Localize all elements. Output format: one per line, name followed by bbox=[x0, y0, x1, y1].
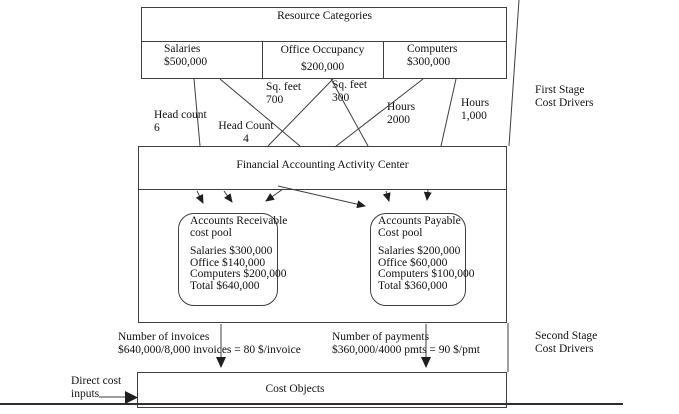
computers-cell bbox=[407, 43, 457, 68]
line-right-connector-top bbox=[509, 0, 519, 146]
activity-center-title: Financial Accounting Activity Center bbox=[236, 159, 409, 171]
driver-sq-feet-700-label: Sq. feet bbox=[266, 81, 302, 93]
computers-label: Computers bbox=[407, 43, 458, 55]
bottom-rule-line bbox=[0, 403, 623, 405]
invoices-driver-label bbox=[118, 331, 301, 356]
driver-sq-feet-300 bbox=[332, 79, 367, 104]
office-occupancy-cell bbox=[262, 44, 383, 73]
cost-objects-title: Cost Objects bbox=[265, 383, 325, 395]
driver-head-count-4 bbox=[216, 120, 276, 145]
ap-pool-salaries: Salaries $200,000 bbox=[378, 245, 461, 257]
payments-driver-label bbox=[332, 331, 480, 356]
driver-head-count-6-value: 6 bbox=[154, 121, 160, 134]
resource-categories-title: Resource Categories bbox=[277, 10, 372, 22]
office-amount: $200,000 bbox=[300, 61, 345, 73]
ar-pool-office: Office $140,000 bbox=[190, 256, 266, 269]
ar-pool-salaries: Salaries $300,000 bbox=[190, 245, 273, 257]
ap-pool-total: Total $360,000 bbox=[378, 279, 448, 292]
line-hours-1000 bbox=[441, 79, 456, 146]
ap-pool-name-line2: Cost pool bbox=[378, 227, 423, 239]
second-stage-side-label: Second Stage Cost Drivers bbox=[535, 330, 598, 355]
payments-driver-line2: $360,000/4000 pmts = 90 $/pmt bbox=[332, 343, 481, 356]
driver-head-count-6 bbox=[154, 109, 207, 134]
invoices-driver-line2: $640,000/8,000 invoices = 80 $/invoice bbox=[118, 343, 301, 356]
salaries-amount: $500,000 bbox=[164, 55, 208, 68]
driver-head-count-4-value: 4 bbox=[243, 132, 249, 145]
accounts-payable-pool-text bbox=[378, 215, 474, 292]
driver-sq-feet-700 bbox=[266, 81, 301, 106]
driver-head-count-4-label: Head Count bbox=[218, 120, 274, 132]
driver-hours-2000-value: 2000 bbox=[387, 113, 410, 126]
ar-pool-name-line1: Accounts Receivable bbox=[190, 215, 288, 227]
driver-hours-1000-label: Hours bbox=[461, 97, 490, 109]
first-stage-side-label: First Stage Cost Drivers bbox=[535, 84, 594, 109]
resource-column-divider-2 bbox=[383, 42, 384, 78]
driver-sq-feet-300-value: 300 bbox=[332, 91, 350, 104]
ap-pool-office: Office $60,000 bbox=[378, 256, 448, 269]
accounts-receivable-pool-text bbox=[190, 215, 287, 292]
salaries-label: Salaries bbox=[164, 43, 201, 55]
ar-pool-computers: Computers $200,000 bbox=[190, 268, 287, 281]
driver-hours-2000 bbox=[387, 101, 415, 126]
ar-pool-total: Total $640,000 bbox=[190, 279, 260, 292]
payments-driver-line1: Number of payments bbox=[332, 331, 430, 343]
office-label: Office Occupancy bbox=[280, 44, 365, 56]
driver-hours-1000 bbox=[461, 97, 489, 122]
ar-pool-name-line2: cost pool bbox=[190, 227, 232, 239]
driver-hours-1000-value: 1,000 bbox=[461, 109, 487, 122]
direct-cost-inputs-label: Direct cost inputs bbox=[71, 375, 122, 400]
driver-sq-feet-700-value: 700 bbox=[266, 93, 284, 106]
driver-sq-feet-300-label: Sq. feet bbox=[332, 79, 368, 91]
computers-amount: $300,000 bbox=[407, 55, 451, 68]
driver-head-count-6-label: Head count bbox=[154, 109, 207, 121]
invoices-driver-line1: Number of invoices bbox=[118, 331, 210, 343]
driver-hours-2000-label: Hours bbox=[387, 101, 416, 113]
salaries-cell bbox=[164, 43, 207, 68]
ap-pool-name-line1: Accounts Payable bbox=[378, 215, 461, 227]
ap-pool-computers: Computers $100,000 bbox=[378, 268, 475, 281]
